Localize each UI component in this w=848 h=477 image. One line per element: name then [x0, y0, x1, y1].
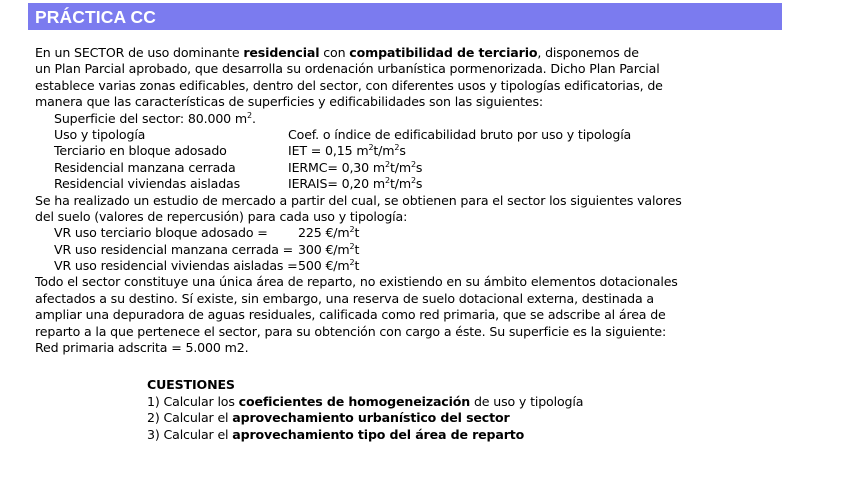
reparto-line-3: ampliar una depuradora de aguas residuales, calificada como red primaria, que se adscribe al área de [35, 307, 666, 323]
unit-fragment: s [415, 176, 423, 192]
question-1 [147, 394, 583, 411]
text-fragment: de uso y tipología [470, 393, 584, 409]
intro-line-1 [35, 45, 735, 61]
superscript: 2 [410, 176, 416, 186]
row-uso: Residencial viviendas aisladas [54, 176, 241, 192]
reparto-line-4: reparto a la que pertenece el sector, para su obtención con cargo a éste. Su superficie es la siguiente: [35, 323, 667, 339]
text-fragment: con [319, 45, 350, 60]
text-fragment: 3) Calcular el [147, 426, 233, 442]
mercado-line-2: del suelo (valores de repercusión) para cada uso y tipología: [35, 208, 408, 224]
question-2 [147, 410, 583, 427]
superscript: 2 [394, 143, 400, 153]
bold-compatibilidad: compatibilidad de terciario [349, 45, 538, 60]
row-uso: Terciario en bloque adosado [54, 143, 227, 159]
unit-fragment: t/m [389, 176, 411, 192]
unit-fragment: t [354, 225, 360, 241]
question-3 [147, 427, 583, 444]
vr-line [35, 225, 735, 241]
unit-fragment: s [399, 143, 406, 159]
superscript: 2 [410, 159, 416, 169]
unit-fragment: t/m [389, 159, 411, 175]
cuestiones-title: CUESTIONES [147, 377, 235, 392]
text-fragment: . [251, 110, 256, 126]
row-uso: Residencial manzana cerrada [54, 159, 236, 175]
unit-fragment: t/m [373, 143, 395, 159]
row-coef: IERMC= 0,30 m [288, 159, 385, 175]
cuestiones-block [147, 377, 583, 443]
text-fragment: , disponemos de [537, 45, 639, 60]
vr-value: 500 €/m [298, 258, 350, 274]
vr-label: VR uso residencial manzana cerrada = [54, 241, 294, 257]
text-fragment: En un SECTOR de uso dominante [35, 45, 244, 60]
page-title: PRÁCTICA CC [35, 7, 157, 27]
text-fragment: 1) Calcular los [147, 393, 239, 409]
unit-fragment: t [354, 241, 360, 257]
superscript: 2 [368, 143, 374, 153]
superficie-label: Superficie del sector: 80.000 m [54, 110, 248, 126]
superscript: 2 [349, 258, 355, 268]
table-row [35, 143, 735, 159]
intro-line-2: un Plan Parcial aprobado, que desarrolla su ordenación urbanística pormenorizada. Dicho Plan Parcial [35, 61, 660, 77]
column-header-uso: Uso y tipología [54, 126, 146, 142]
reparto-line-2: afectados a su destino. Sí existe, sin embargo, una reserva de suelo dotacional externa, destinada a [35, 290, 655, 306]
superscript: 2 [349, 241, 355, 251]
reparto-line-5: Red primaria adscrita = 5.000 m2. [35, 340, 249, 356]
text-fragment: 2) Calcular el [147, 410, 233, 425]
bold-fragment: aprovechamiento tipo del área de reparto [232, 426, 525, 442]
unit-fragment: s [415, 159, 423, 175]
table-header [35, 127, 735, 143]
vr-value: 225 €/m [298, 225, 350, 241]
superficie-line [35, 111, 735, 127]
superscript: 2 [349, 225, 355, 235]
table-row [35, 176, 735, 192]
row-coef: IERAIS= 0,20 m [288, 176, 386, 192]
bold-fragment: aprovechamiento urbanístico del sector [232, 410, 510, 425]
row-coef: IET = 0,15 m [288, 143, 369, 159]
vr-line [35, 242, 735, 258]
vr-label: VR uso residencial viviendas aisladas = [54, 258, 298, 274]
superscript: 2 [247, 110, 252, 120]
superscript: 2 [385, 159, 390, 169]
document-body [35, 45, 735, 356]
mercado-line-1: Se ha realizado un estudio de mercado a partir del cual, se obtienen para el sector los siguientes valores [35, 192, 682, 208]
column-header-coef: Coef. o índice de edificabilidad bruto por uso y tipología [288, 126, 632, 142]
bold-residencial: residencial [243, 45, 320, 60]
table-row [35, 160, 735, 176]
reparto-line-1: Todo el sector constituye una única área de reparto, no existiendo en su ámbito elementos dotacionales [35, 274, 678, 290]
bold-fragment: coeficientes de homogeneización [238, 393, 471, 409]
vr-value: 300 €/m [298, 241, 350, 257]
superscript: 2 [385, 176, 390, 186]
title-bar [28, 3, 782, 30]
vr-line [35, 258, 735, 274]
vr-label: VR uso terciario bloque adosado = [54, 225, 268, 241]
intro-line-4: manera que las características de superficies y edificabilidades son las siguientes: [35, 94, 543, 110]
unit-fragment: t [354, 258, 360, 274]
intro-line-3: establece varias zonas edificables, dentro del sector, con diferentes usos y tipologías edificatorias, de [35, 77, 663, 93]
